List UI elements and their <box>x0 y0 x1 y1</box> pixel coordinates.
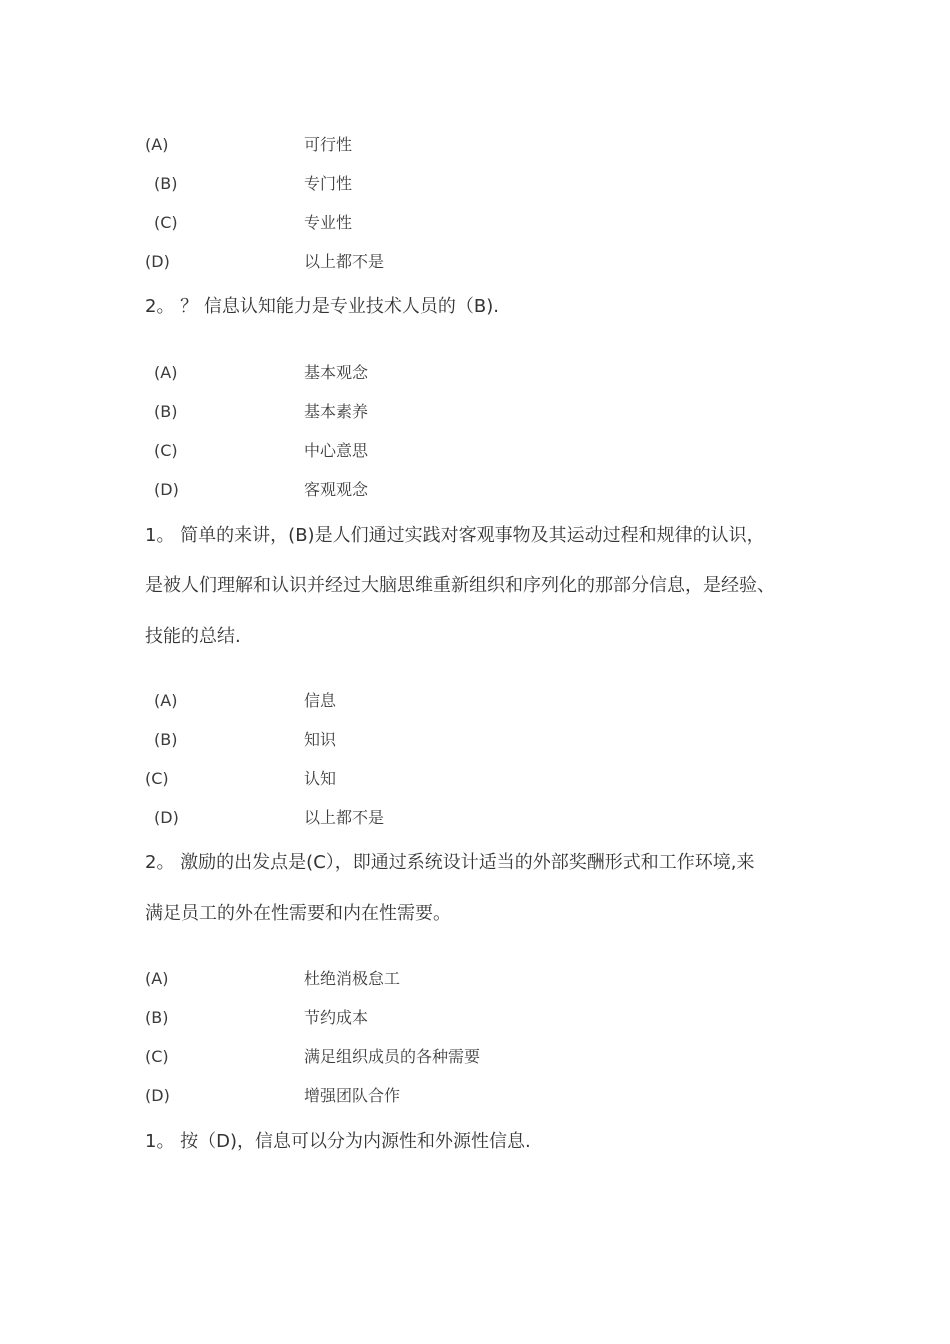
option-row <box>0 363 950 383</box>
option-label: (B) <box>154 730 178 749</box>
question-text: 是被人们理解和认识并经过大脑思维重新组织和序列化的那部分信息，是经验、 <box>145 575 775 596</box>
option-label: (B) <box>154 174 178 193</box>
option-row <box>0 1086 950 1106</box>
option-row <box>0 691 950 711</box>
option-text: 以上都不是 <box>304 252 385 271</box>
option-text: 节约成本 <box>304 1008 369 1027</box>
option-label: (C) <box>145 769 169 788</box>
question-text: 满足员工的外在性需要和内在性需要。 <box>145 903 451 924</box>
option-text: 增强团队合作 <box>304 1086 401 1105</box>
option-label: (A) <box>145 135 169 154</box>
option-row <box>0 135 950 155</box>
option-label: (A) <box>145 969 169 988</box>
option-label: (C) <box>145 1047 169 1066</box>
option-text: 以上都不是 <box>304 808 385 827</box>
question-text: 1。 按（D)，信息可以分为内源性和外源性信息. <box>145 1131 531 1152</box>
option-label: (D) <box>154 808 179 827</box>
option-label: (B) <box>145 1008 169 1027</box>
option-row <box>0 969 950 989</box>
option-text: 知识 <box>304 730 337 749</box>
question-text: 技能的总结. <box>145 626 241 647</box>
option-row <box>0 769 950 789</box>
option-row <box>0 480 950 500</box>
option-text: 认知 <box>304 769 337 788</box>
option-text: 中心意思 <box>304 441 369 460</box>
option-label: (A) <box>154 363 178 382</box>
option-label: (C) <box>154 441 178 460</box>
option-row <box>0 730 950 750</box>
option-row <box>0 1047 950 1067</box>
option-row <box>0 174 950 194</box>
option-text: 满足组织成员的各种需要 <box>304 1047 481 1066</box>
option-row <box>0 213 950 233</box>
option-label: (B) <box>154 402 178 421</box>
option-row <box>0 808 950 828</box>
option-row <box>0 402 950 422</box>
option-row <box>0 1008 950 1028</box>
option-label: (A) <box>154 691 178 710</box>
option-text: 信息 <box>304 691 337 710</box>
option-text: 可行性 <box>304 135 353 154</box>
option-row <box>0 441 950 461</box>
option-label: (D) <box>145 252 170 271</box>
question-text: 1。 简单的来讲，(B)是人们通过实践对客观事物及其运动过程和规律的认识， <box>145 525 765 546</box>
option-text: 专门性 <box>304 174 353 193</box>
question-text: 2。 激励的出发点是(C），即通过系统设计适当的外部奖酬形式和工作环境,来 <box>145 852 755 873</box>
option-label: (C) <box>154 213 178 232</box>
option-text: 杜绝消极怠工 <box>304 969 401 988</box>
option-label: (D) <box>145 1086 170 1105</box>
option-text: 基本观念 <box>304 363 369 382</box>
option-label: (D) <box>154 480 179 499</box>
option-text: 专业性 <box>304 213 353 232</box>
option-text: 基本素养 <box>304 402 369 421</box>
option-row <box>0 252 950 272</box>
question-text: 2。 ？ 信息认知能力是专业技术人员的（B). <box>145 296 499 317</box>
option-text: 客观观念 <box>304 480 369 499</box>
